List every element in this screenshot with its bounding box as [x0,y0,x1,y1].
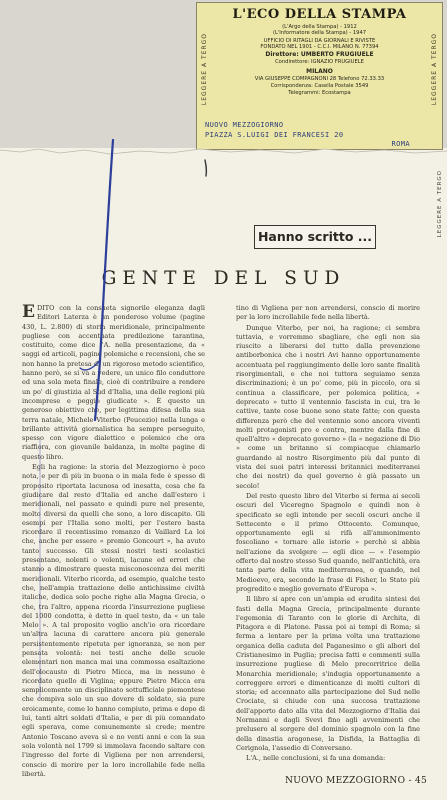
paragraph-5: Il libro si apre con un'ampia ed erudita sintesi dei fasti della Magna Grecia, principalmente durante l'egemonia di Taranto con le glorie di Archita, di Pitagora e di Platone. Passa poi ai tempi di Roma; si ferma a lentare per la prima volta una trattazione organica della caduta del Paganesimo e gli albori del Cristianesimo in Puglia; precisa fatti e commenti sulla insurrezione pugliese di Melo precorritrice della Monarchia meridionale; s'indugia opportunamente a correggere errori e dimenticanze di molti cultori di storia; ed accennato alla partecipazione del Sud nelle Crociate, si chiude con una succosa trattazione dell'apporto dato alla vita del Mezzogiorno d'Italia dai Normanni e dagli Svevi fino agli avvenimenti che prelusero al sorgere del dominio spagnolo con la fine della dinastia aragonese, la Disfida, la Battaglia di Cerignola, l'assedio di Conversano. [236,595,420,752]
section-heading: Hanno scritto ... [254,225,376,249]
label-city: MILANO [306,68,333,75]
article-column-right [236,304,420,764]
paragraph-6: L'A., nelle conclusioni, si fa una domanda: [246,754,386,763]
paragraph-1-text: DITO con la consueta signorile eleganza dagli Editori Laterza è un ponderoso volume (pagine 430, L. 2.800) di storia meridionale, principalmente pugliese con accentuata predilezione tarantina, costituito, come dice l'A. nella presentazione, da « saggi ed articoli, pagine polemiche e recensioni, che se non hanno la pretesa di un rigoroso metodo scientifico, hanno però, se si va a vedere, un unico filo conduttore ed una sola meta finale, cioè di contribuire a rendere un po' di giustizia al Sud d'Italia, una delle regioni più incomprese e peggio giudicate ». È questo un generoso obiettivo che, per legittima difesa della sua terra natale, Michele Viterbo (Peucezio) nella lunga e brillante attività giornalistica ha sempre perseguito, spesso con vigore dialettico e polemico che ora riaffiora, con giovanile baldanza, in molte pagine di questo libro. [22,304,205,461]
paragraph-1 [22,304,205,462]
label-line-1: (L'Argo della Stampa) - 1912 [282,24,357,30]
drop-cap: E [22,302,35,322]
paragraph-2: Egli ha ragione: la storia del Mezzogiorno è poco nota, e per di più in buona o in mala fede è spesso di proposito riportata lacunosa od inesatta, cosa che fa giudicare dal resto d'Italia ed anche dall'estero i meridionali, nel passato e quindi pure nel presente, molto diversi da quelli che sono, a loro discapito. Gli esempi per l'Italia sono molti, per l'estero basta ricordare il recentissimo romanzo di Vaillard La loi che, anche per essere « premio Goncourt », ha avuto tanto successo. Gli stessi nostri testi scolastici presentano, nolenti o volenti, lacune ed errori che stanno a dimostrare questa misconoscenza dei meriti meridionali. Viterbo ricorda, ad esempio, qualche testo che, nell'ampia trattazione delle antichissime civiltà italiche, dedica solo poche righe alla Magna Grecia, o che, tra l'altro, appena ricorda l'insurrezione pugliese del 1000 condotta, è detto in quel testo, da « un tale Melo ». A tal proposito voglio anch'io ora ricordare un'altra lacuna di carattere ancora più generale persistentemente ripetuta per ignoranza, se non per pensata volontà: nei testi anche delle scuole elementari non manca mai una commossa esaltazione dell'olocausto di Pietro Micca, ma in nessuno è ricordato quello di Viglina; eppure Pietro Micca era semplicemente un disciplinato sottufficiale piemontese che compiva solo un suo dovere di soldato, sia pure eroicamente, come lo hanno compiuto, prima e dopo di lui, tanti altri soldati d'Italia, e per di più comandato egli sperava, come comunemente si crede; mentre Antonio Toscano aveva sì e no venti anni e con la sua sola volontà nel 1799 si immolava facendo saltare con l'ingresso del forte di Vigliena per non arrendersi, conscio di morire per la loro incrollabile fede nella libertà. [22,463,205,778]
paragraph-3: Dunque Viterbo, per noi, ha ragione; ci sembra tuttavia, e vorremmo sbagliare, che egli non sia riuscito a liberarsi del tutto dalla prevenzione antiborbonica che i nostri Avi hanno opportunamente accentuata pel raggiungimento delle loro sante finalità risorgimentali, e che noi tuttora seguiamo senza discriminazioni; è un po' come, più in piccolo, ora si continua a classificare, per polemica politica, « deprecato » tutto il ventennio fascista in cui, tra le cattive, tante cose buone sono state fatte; con questa differenza però che del ventennio sono ancora viventi molti protagonisti pro e contra, mentre dalla fine di quell'altro « deprecato governo » (la « negazione di Dio » come un britanno si compiacque chiamarlo guardando al nostro Risorgimento più dal punto di vista dei suoi patri interessi britannici mediterranei che dei nostri) da quel governo è già passato un secolo! [236,323,420,490]
label-line-3: UFFICIO DI RITAGLI DA GIORNALI E RIVISTE [263,38,376,44]
label-telegrams: Telegrammi: Ecostampa [288,90,351,96]
right-margin-text: LEGGERE A TERGO [437,170,443,238]
label-brand: L'ECO DELLA STAMPA [232,7,407,22]
label-line-4: FONDATO NEL 1901 - C.C.I. MILANO N. 77394 [260,44,379,50]
article-column-left [22,304,205,779]
stamp-line-2: PIAZZA S.LUIGI DEI FRANCESI 20 [205,130,344,139]
label-address: VIA GIUSEPPE COMPAGNONI 28 Telefono 72.33.33 [254,76,385,82]
torn-paper-edge [0,146,447,158]
label-line-2: (L'Informatore della Stampa) - 1947 [272,30,367,36]
page-footer: NUOVO MEZZOGIORNO - 45 [285,776,427,786]
paragraph-4: Del resto questo libro del Viterbo si ferma ai secoli oscuri del Viceregno Spagnolo e quindi non è specificato se egli intende per secoli oscuri anche il Settecento e il primo Ottocento. Comunque, opportunamente egli si rifà all'ammonimento foscoliano « tornare alle istorie » perchè si abbia nell'azione da svolgere — egli dice — « l'esempio offerto dal nostro stesso Sud quando, nell'antichità, era tanta parte della vita mediterranea, o quando, nel Medioevo, era, secondo la frase di Fisher, lo Stato più progredito e meglio governato d'Europa ». [236,491,420,593]
label-codirector: Condirettore: IGNAZIO FRUGIUELE [275,59,364,65]
label-director: Direttore: UMBERTO FRUGIUELE [265,51,374,58]
paragraph-continuation: tino di Vigliena per non arrendersi, conscio di morire per la loro incrollabile fede nella libertà. [236,304,420,322]
label-side-text-right: LEGGERE A TERGO [431,33,438,106]
stamp-city: ROMA [391,140,410,148]
label-side-text-left: LEGGERE A TERGO [201,33,208,106]
article-title: GENTE DEL SUD [101,268,346,289]
label-mailbox: Corrispondenza: Casella Postale 3549 [270,83,369,89]
stamp-line-1: NUOVO MEZZOGIORNO [205,121,284,129]
